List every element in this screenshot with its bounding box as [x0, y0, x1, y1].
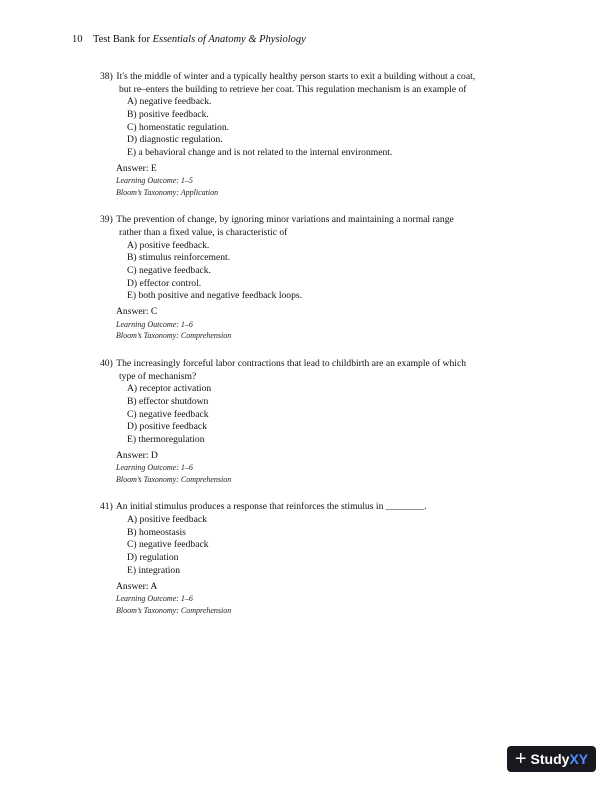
question-text	[100, 71, 540, 96]
header-title-prefix: Test Bank for	[92, 34, 150, 45]
question-40	[100, 358, 540, 485]
page-header	[72, 34, 306, 45]
question-39	[100, 214, 540, 341]
learning-outcome: Learning Outcome: 1–6	[116, 463, 193, 473]
page-number: 10	[72, 34, 83, 45]
question-text-line-1: It's the middle of winter and a typically healthy person starts to exit a building without a coat,	[116, 71, 476, 82]
question-number: 39)	[100, 214, 113, 226]
plus-icon: +	[514, 748, 527, 770]
answer-key: Answer: D	[116, 449, 158, 461]
question-list	[100, 71, 540, 632]
question-38	[100, 71, 540, 198]
blooms-taxonomy: Bloom’s Taxonomy: Comprehension	[116, 605, 232, 615]
answer-choices	[100, 240, 540, 304]
choice-b: B) effector shutdown	[127, 395, 209, 407]
question-text-line-1: The prevention of change, by ignoring minor variations and maintaining a normal range	[116, 214, 454, 226]
learning-outcome: Learning Outcome: 1–5	[116, 176, 193, 186]
answer-choices	[100, 514, 540, 578]
choice-d: D) effector control.	[127, 277, 202, 289]
choice-d: D) positive feedback	[127, 421, 207, 433]
question-41	[100, 501, 540, 616]
answer-choices	[100, 383, 540, 447]
choice-b: B) positive feedback.	[127, 108, 209, 120]
studyxy-badge[interactable]	[507, 746, 596, 772]
question-text-line-2: rather than a fixed value, is characteristic of	[119, 227, 288, 239]
answer-key: Answer: E	[116, 162, 157, 174]
choice-c: C) negative feedback	[127, 408, 209, 420]
choice-c: C) negative feedback.	[127, 265, 211, 277]
choice-b: B) homeostasis	[127, 526, 186, 538]
answer-key: Answer: C	[116, 306, 158, 318]
answer-choices	[100, 96, 540, 160]
question-text-line-2: but re–enters the building to retrieve her coat. This regulation mechanism is an example of	[119, 83, 467, 95]
blooms-taxonomy: Bloom’s Taxonomy: Comprehension	[116, 331, 232, 341]
blooms-taxonomy: Bloom’s Taxonomy: Application	[116, 187, 219, 197]
brand-name-main: Study	[530, 751, 570, 767]
header-book-title: Essentials of Anatomy & Physiology	[152, 34, 306, 45]
learning-outcome: Learning Outcome: 1–6	[116, 594, 193, 604]
choice-d: D) regulation	[127, 552, 179, 564]
choice-a: A) positive feedback.	[127, 239, 210, 251]
question-number: 41)	[100, 501, 113, 513]
brand-name-accent: XY	[569, 751, 589, 767]
choice-e: E) a behavioral change and is not related to the internal environment.	[127, 147, 393, 158]
choice-e: E) both positive and negative feedback loops.	[127, 290, 303, 302]
choice-c: C) negative feedback	[127, 539, 209, 551]
choice-a: A) negative feedback.	[127, 96, 212, 108]
choice-e: E) integration	[127, 564, 181, 576]
choice-c: C) homeostatic regulation.	[127, 121, 230, 133]
choice-a: A) positive feedback	[127, 514, 207, 526]
blooms-taxonomy: Bloom’s Taxonomy: Comprehension	[116, 474, 232, 484]
question-text-line-2: type of mechanism?	[119, 370, 197, 382]
question-text-line-1: An initial stimulus produces a response that reinforces the stimulus in ________.	[115, 501, 427, 513]
question-text	[100, 214, 540, 239]
choice-e: E) thermoregulation	[127, 433, 205, 445]
question-number: 38)	[100, 71, 113, 82]
question-text	[100, 358, 540, 383]
choice-b: B) stimulus reinforcement.	[127, 252, 231, 264]
question-number: 40)	[100, 357, 113, 369]
learning-outcome: Learning Outcome: 1–6	[116, 319, 193, 329]
choice-d: D) diagnostic regulation.	[127, 134, 223, 146]
question-text	[100, 501, 540, 514]
question-text-line-1: The increasingly forceful labor contractions that lead to childbirth are an example of which	[116, 357, 467, 369]
choice-a: A) receptor activation	[127, 383, 212, 395]
answer-key: Answer: A	[116, 580, 158, 592]
